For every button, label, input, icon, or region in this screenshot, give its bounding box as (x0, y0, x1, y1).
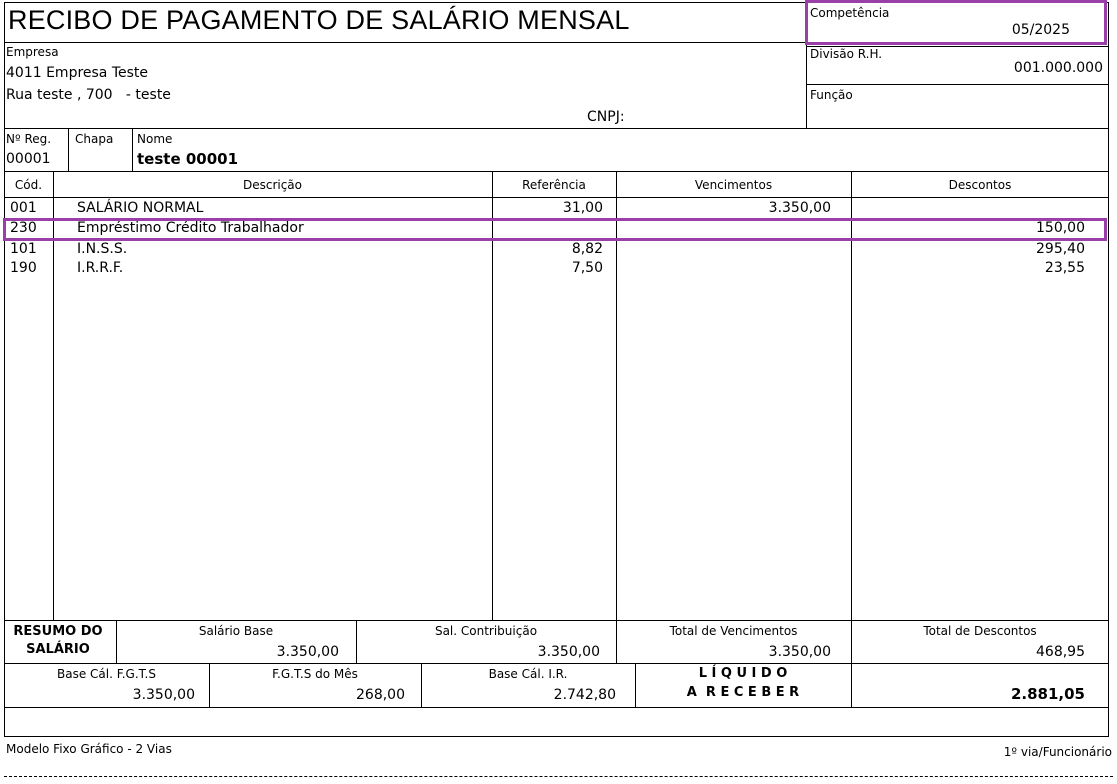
chapa-label: Chapa (75, 132, 114, 146)
total-vencimentos-value: 3.350,00 (768, 644, 831, 660)
empresa-name: 4011 Empresa Teste (6, 65, 149, 81)
competencia-highlight (805, 0, 1107, 45)
base-fgts-label: Base Cál. F.G.T.S (57, 667, 156, 681)
salario-base-label: Salário Base (198, 624, 274, 638)
modelo-text: Modelo Fixo Gráfico - 2 Vias (6, 742, 172, 756)
base-ir-value: 2.742,80 (553, 687, 616, 703)
col-header-referencia: Referência (522, 178, 586, 192)
empresa-address: Rua teste , 700 - teste (6, 87, 171, 103)
row-vencimentos: 3.350,00 (768, 200, 831, 216)
col-header-descricao: Descrição (242, 178, 303, 192)
resumo-label-line1: RESUMO DO (13, 624, 103, 639)
liquido-label-line1: L Í Q U I D O (698, 666, 788, 681)
col-header-descontos: Descontos (948, 178, 1012, 192)
total-descontos-value: 468,95 (1036, 644, 1085, 660)
cut-line (4, 776, 1113, 777)
row-referencia: 8,82 (571, 241, 603, 257)
row-descricao: SALÁRIO NORMAL (77, 200, 204, 216)
col-header-vencimentos: Vencimentos (694, 178, 773, 192)
competencia-label: Competência (810, 6, 890, 20)
liquido-label-line2: A R E C E B E R (686, 685, 800, 700)
row-descricao: I.R.R.F. (77, 260, 124, 276)
base-ir-label: Base Cál. I.R. (488, 667, 568, 681)
reg-value: 00001 (6, 151, 51, 167)
nome-label: Nome (137, 132, 173, 146)
row-cod: 230 (10, 220, 37, 236)
divisao-value: 001.000.000 (1013, 60, 1103, 76)
row-cod: 190 (10, 260, 37, 276)
total-descontos-label: Total de Descontos (923, 624, 1037, 638)
divisao-label: Divisão R.H. (810, 47, 883, 61)
empresa-label: Empresa (6, 45, 59, 59)
row-referencia: 7,50 (571, 260, 603, 276)
fgts-mes-value: 268,00 (356, 687, 405, 703)
reg-label: Nº Reg. (6, 132, 52, 146)
row-descontos: 295,40 (1036, 241, 1085, 257)
col-header-cod: Cód. (14, 178, 43, 192)
competencia-value: 05/2025 (1011, 22, 1070, 38)
row-descontos: 150,00 (1036, 220, 1085, 236)
cnpj-label: CNPJ: (587, 109, 625, 125)
receipt-title: RECIBO DE PAGAMENTO DE SALÁRIO MENSAL (8, 5, 630, 35)
row-descricao: Empréstimo Crédito Trabalhador (77, 220, 304, 236)
row-descricao: I.N.S.S. (77, 241, 128, 257)
nome-value: teste 00001 (137, 150, 239, 168)
row-referencia: 31,00 (562, 200, 603, 216)
funcao-label: Função (810, 88, 853, 102)
row-descontos: 23,55 (1044, 260, 1085, 276)
fgts-mes-label: F.G.T.S do Mês (272, 667, 358, 681)
total-vencimentos-label: Total de Vencimentos (669, 624, 798, 638)
base-fgts-value: 3.350,00 (132, 687, 195, 703)
salario-base-value: 3.350,00 (276, 644, 339, 660)
row-cod: 101 (10, 241, 37, 257)
liquido-value: 2.881,05 (1010, 685, 1085, 703)
row-cod: 001 (10, 200, 37, 216)
row-230-highlight (3, 218, 1107, 241)
sal-contribuicao-label: Sal. Contribuição (434, 624, 538, 638)
via-text: 1º via/Funcionário (1003, 745, 1112, 759)
resumo-label-line2: SALÁRIO (26, 642, 90, 657)
sal-contribuicao-value: 3.350,00 (537, 644, 600, 660)
